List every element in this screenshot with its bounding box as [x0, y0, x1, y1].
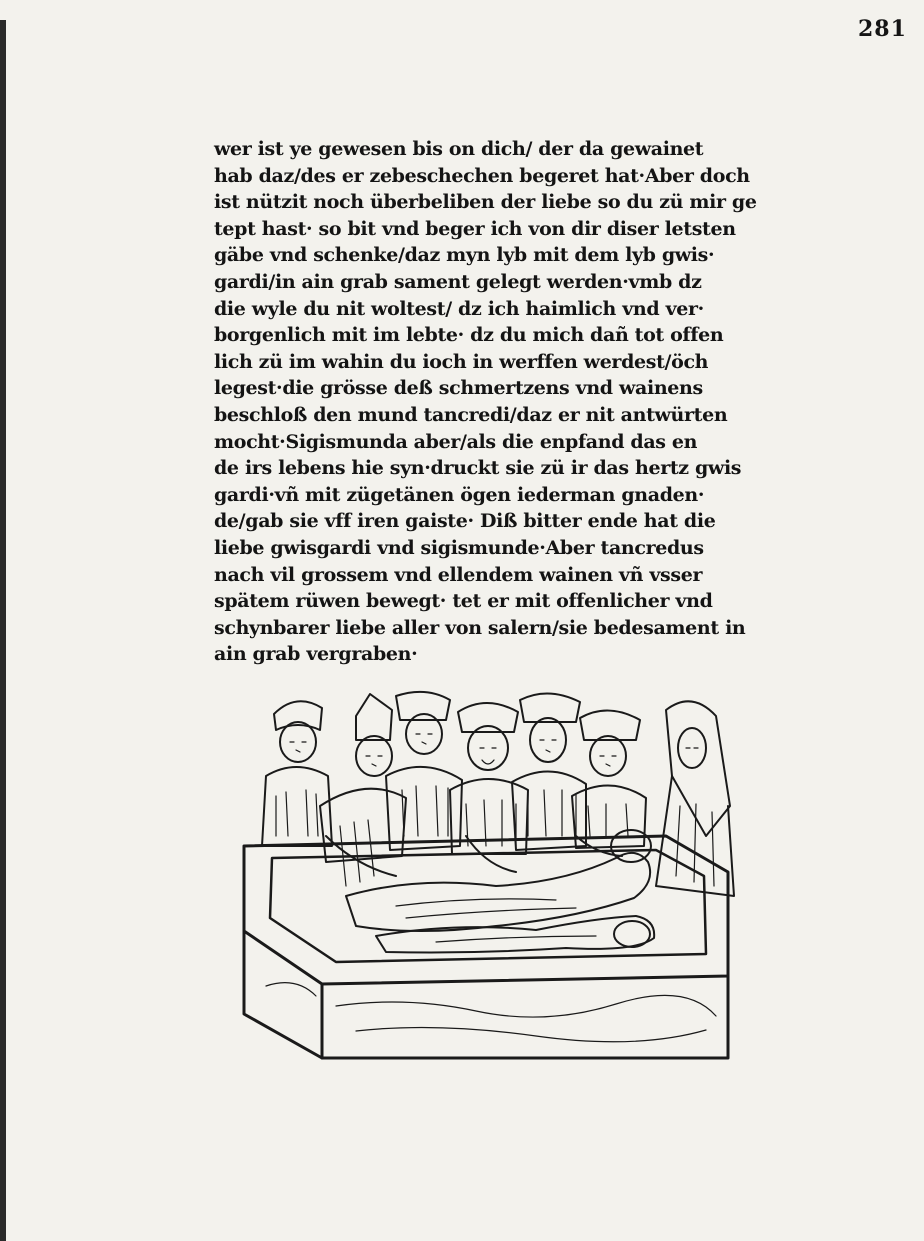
text-line: die wyle du nit woltest/ dz ich haimlich vnd ver· — [214, 297, 704, 320]
text-line: wer ist ye gewesen bis on dich/ der da gewainet — [214, 138, 704, 160]
text-line: gardi·vñ mit zügetänen ögen iederman gnaden· — [214, 483, 705, 506]
text-line: ist nützit noch überbeliben der liebe so du zü mir ge — [214, 191, 757, 214]
text-line: beschloß den mund tancredi/daz er nit antwürten — [214, 403, 728, 426]
text-line: ain grab vergraben· — [214, 643, 418, 666]
text-line: mocht·Sigismunda aber/als die enpfand das en — [214, 430, 698, 453]
body-text — [214, 136, 774, 668]
text-line: schynbarer liebe aller von salern/sie bedesament in — [214, 616, 746, 639]
page-edge-shadow — [0, 20, 6, 1241]
text-line: gäbe vnd schenke/daz myn lyb mit dem lyb gwis· — [214, 244, 715, 267]
text-line: nach vil grossem vnd ellendem wainen vñ vsser — [214, 563, 703, 586]
text-line: gardi/in ain grab sament gelegt werden·vmb dz — [214, 270, 702, 293]
text-line: de irs lebens hie syn·druckt sie zü ir das hertz gwis — [214, 457, 742, 480]
text-line: hab daz/des er zebeschechen begeret hat·Aber doch — [214, 164, 750, 187]
text-line: spätem rüwen bewegt· tet er mit offenlicher vnd — [214, 590, 713, 613]
text-line: tept hast· so bit vnd beger ich von dir diser letsten — [214, 217, 736, 240]
text-line: liebe gwisgardi vnd sigismunde·Aber tancredus — [214, 536, 704, 559]
woodcut-burial-scene-icon — [236, 686, 746, 1072]
text-line: legest·die grösse deß schmertzens vnd wainens — [214, 377, 703, 400]
page-number: 281 — [858, 16, 907, 42]
text-line: de/gab sie vff iren gaiste· Diß bitter ende hat die — [214, 510, 716, 533]
text-line: borgenlich mit im lebte· dz du mich dañ tot offen — [214, 324, 724, 347]
text-line: lich zü im wahin du ioch in werffen werdest/öch — [214, 350, 709, 373]
